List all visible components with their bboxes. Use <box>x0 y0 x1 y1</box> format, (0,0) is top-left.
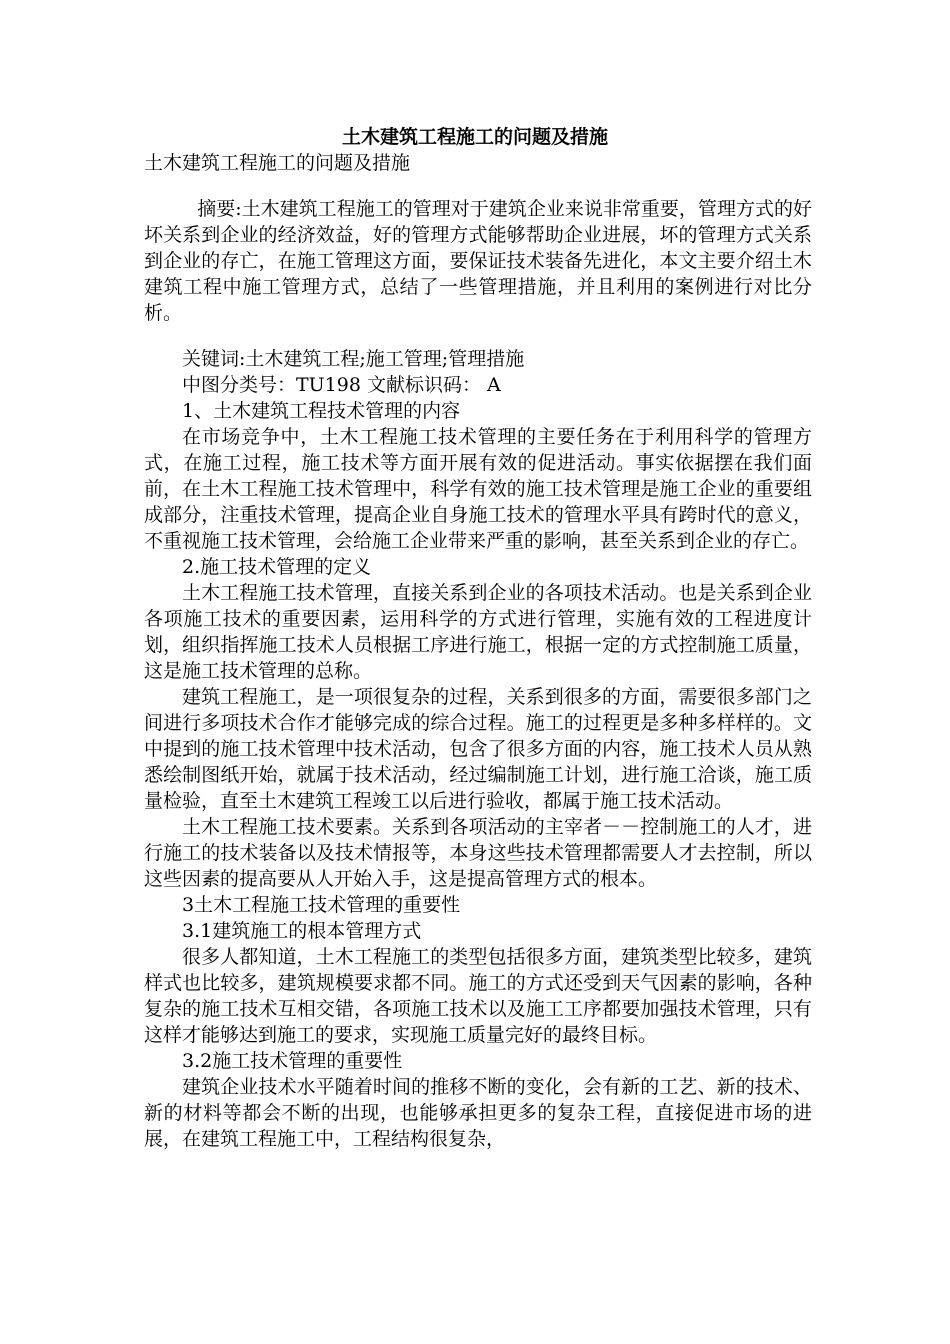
section-heading: 1、土木建筑工程技术管理的内容 <box>182 400 461 422</box>
body-paragraph: 建筑工程施工，是一项很复杂的过程，关系到很多的方面，需要很多部门之间进行多项技术合作才能够完成的综合过程。施工的过程更是多种多样样的。文中提到的施工技术管理中技术活动，包含了很多方面的内容，施工技术人员从熟悉绘制图纸开始，就属于技术活动，经过编制施工计划，进行施工洽谈，施工质量检验，直至土木建筑工程竣工以后进行验收，都属于施工技术活动。 <box>144 686 812 812</box>
abstract-paragraph: 摘要:土木建筑工程施工的管理对于建筑企业来说非常重要，管理方式的好坏关系到企业的经济效益，好的管理方式能够帮助企业进展，坏的管理方式关系到企业的存亡，在施工管理这方面，要保证技术装备先进化，本文主要介绍土木建筑工程中施工管理方式，总结了一些管理措施，并且利用的案例进行对比分析。 <box>144 198 812 324</box>
body-paragraph: 土木工程施工技术管理，直接关系到企业的各项技术活动。也是关系到企业各项施工技术的重要因素，运用科学的方式进行管理，实施有效的工程进度计划，组织指挥施工技术人员根据工序进行施工，根据一定的方式控制施工质量，这是施工技术管理的总称。 <box>144 582 812 682</box>
document-subtitle: 土木建筑工程施工的问题及措施 <box>144 152 411 174</box>
body-paragraph: 很多人都知道，土木工程施工的类型包括很多方面，建筑类型比较多，建筑样式也比较多，建筑规模要求都不同。施工的方式还受到天气因素的影响，各种复杂的施工技术互相交错，各项施工技术以及施工工序都要加强技术管理，只有这样才能够达到施工的要求，实现施工质量完好的最终目标。 <box>144 946 812 1046</box>
keywords-line: 关键词:土木建筑工程;施工管理;管理措施 <box>182 348 525 370</box>
document-body <box>144 346 812 1152</box>
subsection-heading: 3.1建筑施工的根本管理方式 <box>182 920 422 942</box>
document-title: 土木建筑工程施工的问题及措施 <box>341 126 608 148</box>
body-paragraph: 建筑企业技术水平随着时间的推移不断的变化，会有新的工艺、新的技术、新的材料等都会不断的出现，也能够承担更多的复杂工程，直接促进市场的进展，在建筑工程施工中，工程结构很复杂， <box>144 1076 812 1150</box>
classification-line: 中图分类号：TU198 文献标识码： A <box>182 374 501 396</box>
section-heading: 2.施工技术管理的定义 <box>182 556 372 578</box>
subsection-heading: 3.2施工技术管理的重要性 <box>182 1050 403 1072</box>
body-paragraph: 在市场竞争中，土木工程施工技术管理的主要任务在于利用科学的管理方式，在施工过程，施工技术等方面开展有效的促进活动。事实依据摆在我们面前，在土木工程施工技术管理中，科学有效的施工技术管理是施工企业的重要组成部分，注重技术管理，提高企业自身施工技术的管理水平具有跨时代的意义，不重视施工技术管理，会给施工企业带来严重的影响，甚至关系到企业的存亡。 <box>144 426 812 552</box>
section-heading: 3土木工程施工技术管理的重要性 <box>182 894 461 916</box>
body-paragraph: 土木工程施工技术要素。关系到各项活动的主宰者－－控制施工的人才，进行施工的技术装备以及技术情报等，本身这些技术管理都需要人才去控制，所以这些因素的提高要从人开始入手，这是提高管理方式的根本。 <box>144 816 812 890</box>
